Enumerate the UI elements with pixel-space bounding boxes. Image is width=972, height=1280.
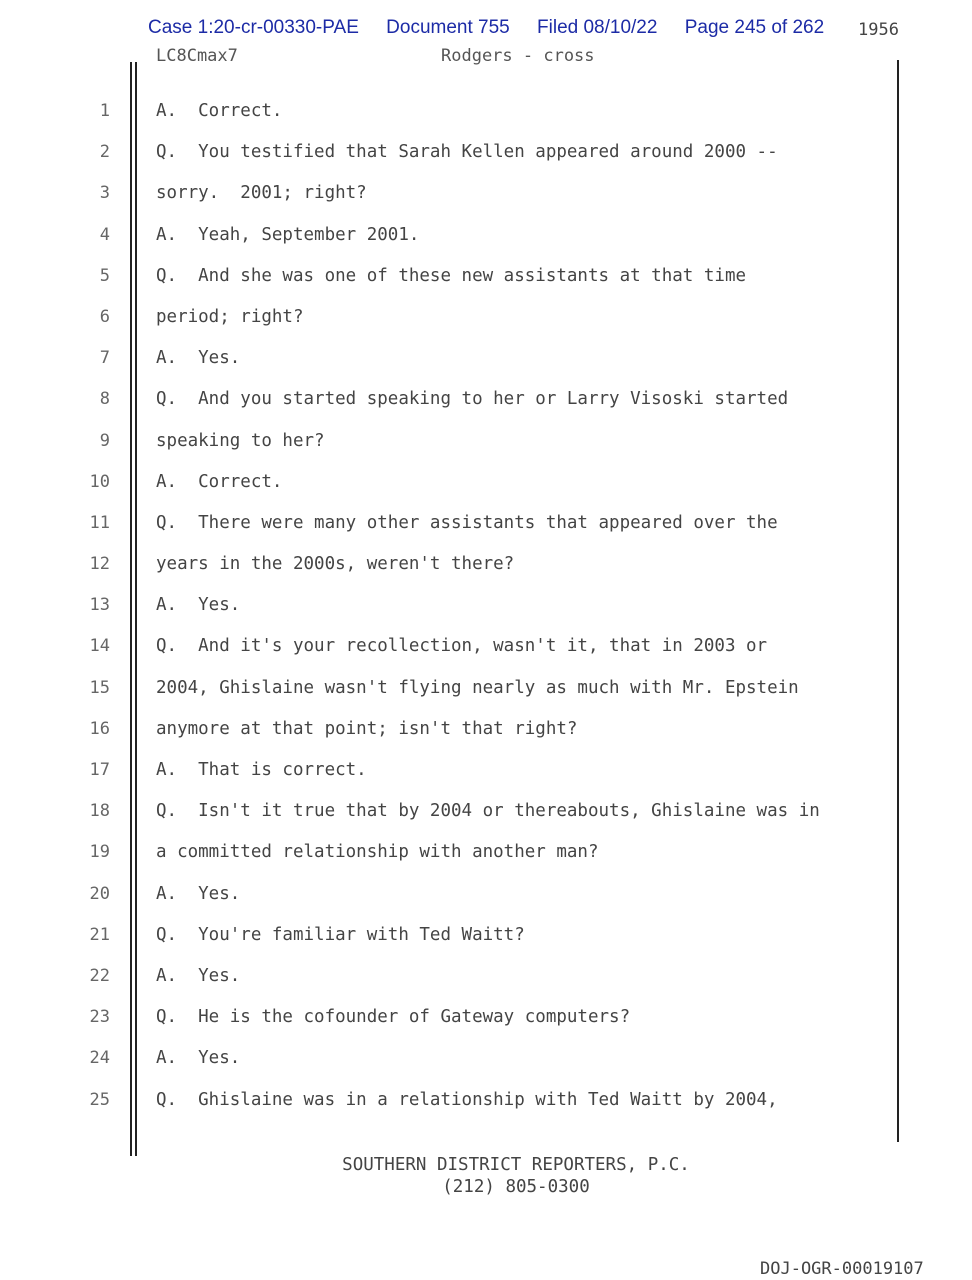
line-text: a committed relationship with another man? [156,842,599,863]
line-text: Q. There were many other assistants that appeared over the [156,512,778,533]
transcript-line [0,1002,972,1043]
line-text: 2004, Ghislaine wasn't flying nearly as much with Mr. Epstein [156,677,799,698]
transcript-code: LC8Cmax7 [156,46,238,66]
line-text: A. That is correct. [156,760,367,780]
transcript-line [0,343,972,384]
line-text: A. Yes. [156,1048,241,1069]
line-number: 10 [89,471,110,492]
transcript-line [0,1085,972,1126]
page-of-pages: Page 245 of 262 [684,17,825,38]
transcript-line [0,631,972,672]
line-text: Q. And it's your recollection, wasn't it, that in 2003 or [156,636,768,657]
line-text: anymore at that point; isn't that right? [156,718,578,739]
transcript-line [0,467,972,508]
line-text: A. Correct. [156,471,283,492]
line-number: 9 [99,430,110,451]
line-number: 16 [89,718,110,739]
transcript-line [0,549,972,590]
transcript-line [0,220,972,261]
line-text: Q. And you started speaking to her or Larry Visoski started [156,389,789,410]
line-number: 1 [99,101,110,121]
transcript-line [0,261,972,302]
transcript-line [0,508,972,549]
line-text: Q. You testified that Sarah Kellen appeared around 2000 -- [156,142,778,163]
line-number: 18 [89,801,110,822]
transcript-page-number: 1956 [858,20,899,40]
transcript-line [0,178,972,219]
line-number: 23 [89,1007,110,1028]
line-number: 19 [89,842,110,863]
line-text: Q. Ghislaine was in a relationship with Ted Waitt by 2004, [156,1089,778,1110]
line-number: 21 [89,924,110,945]
line-text: A. Yes. [156,883,241,904]
transcript-line [0,920,972,961]
line-number: 24 [89,1048,110,1069]
line-text: Q. He is the cofounder of Gateway computers? [156,1007,631,1028]
line-number: 6 [99,306,110,327]
line-number: 5 [99,265,110,286]
line-number: 3 [99,183,110,204]
line-number: 20 [89,883,110,904]
line-number: 25 [89,1089,110,1110]
examination-title: Rodgers - cross [441,46,595,66]
line-text: A. Yes. [156,595,241,616]
transcript-line [0,96,972,137]
case-header [148,17,846,39]
line-text: Q. And she was one of these new assistants at that time [156,265,747,286]
reporter-phone: (212) 805-0300 [442,1177,590,1197]
transcript-line [0,796,972,837]
line-text: A. Yeah, September 2001. [156,224,420,245]
line-number: 22 [89,965,110,986]
document-number: Document 755 [386,17,510,38]
line-text: A. Yes. [156,348,241,369]
line-text: sorry. 2001; right? [156,183,367,204]
line-number: 15 [89,677,110,698]
transcript-line [0,879,972,920]
transcript-line [0,426,972,467]
transcript-line [0,714,972,755]
line-number: 12 [89,554,110,575]
line-text: Q. Isn't it true that by 2004 or thereabouts, Ghislaine was in [156,801,820,822]
line-number: 2 [99,142,110,163]
transcript-line [0,590,972,631]
transcript-line [0,384,972,425]
filed-date: Filed 08/10/22 [537,17,658,38]
line-number: 8 [99,389,110,410]
line-text: A. Yes. [156,965,241,986]
transcript-line [0,137,972,178]
transcript-line [0,302,972,343]
bates-number: DOJ-OGR-00019107 [760,1259,924,1279]
page-footer [0,1154,972,1198]
transcript-line [0,673,972,714]
line-text: A. Correct. [156,101,283,121]
line-text: Q. You're familiar with Ted Waitt? [156,924,525,945]
reporter-name: SOUTHERN DISTRICT REPORTERS, P.C. [342,1155,690,1175]
transcript-line [0,837,972,878]
transcript-lines [0,96,972,1126]
transcript-line [0,961,972,1002]
line-text: period; right? [156,306,304,327]
transcript-line [0,755,972,796]
line-number: 17 [89,760,110,780]
line-number: 7 [99,348,110,369]
line-number: 14 [89,636,110,657]
transcript-line [0,1043,972,1084]
line-text: years in the 2000s, weren't there? [156,554,515,575]
line-text: speaking to her? [156,430,325,451]
case-number: Case 1:20-cr-00330-PAE [148,17,359,38]
line-number: 11 [89,512,110,533]
line-number: 4 [99,224,110,245]
line-number: 13 [89,595,110,616]
